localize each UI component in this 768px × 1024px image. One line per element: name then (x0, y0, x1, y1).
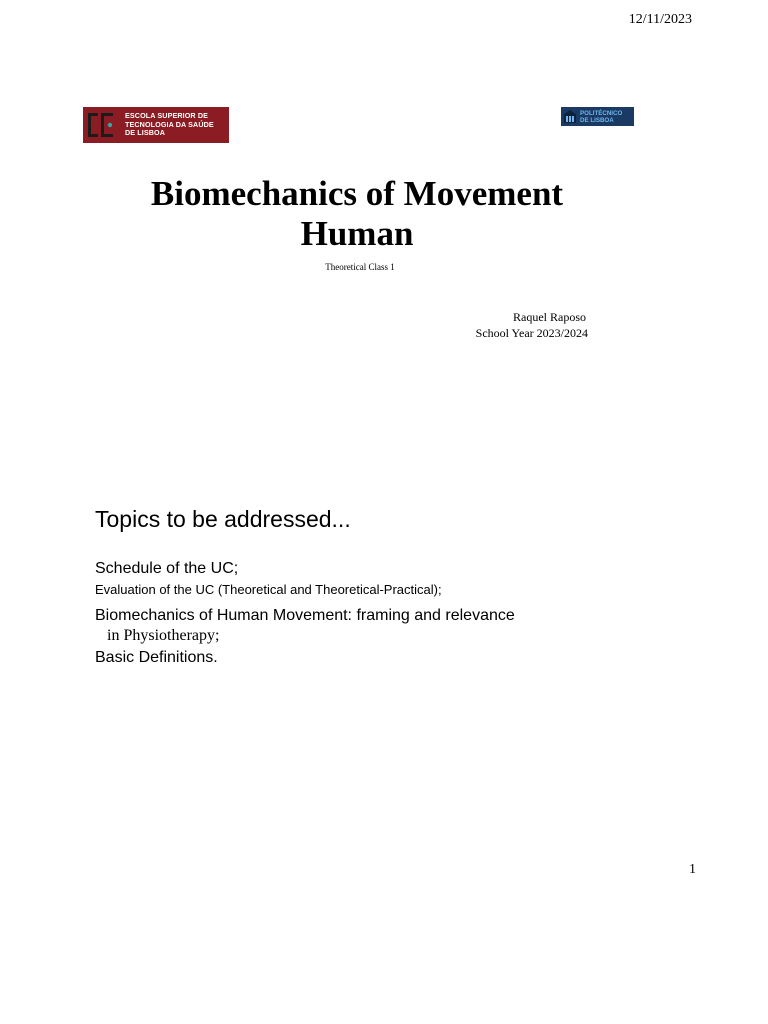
school-year: School Year 2023/2024 (475, 326, 588, 340)
estesl-logo-line: TECNOLOGIA DA SAÚDE (125, 119, 214, 129)
page-number: 1 (689, 862, 696, 877)
topic-item: Evaluation of the UC (Theoretical and Theoretical-Practical); (95, 582, 442, 597)
estesl-logo-line: DE LISBOA (125, 128, 166, 138)
topic-item: Biomechanics of Human Movement: framing and relevance (95, 607, 515, 624)
ipl-emblem-icon (563, 109, 577, 124)
ipl-logo (561, 107, 634, 126)
ipl-logo-line: POLITÉCNICO (580, 109, 623, 117)
estesl-logo-text (125, 112, 214, 137)
topic-item: Basic Definitions. (95, 649, 218, 666)
slide-title-line: Biomechanics of Movement (150, 174, 564, 213)
ipl-logo-line: DE LISBOA (580, 116, 614, 124)
slide-title-line: Human (300, 214, 414, 253)
author-name: Raquel Raposo (513, 310, 586, 324)
topics-heading: Topics to be addressed... (95, 506, 351, 532)
estesl-emblem-icon (85, 109, 119, 141)
ipl-logo-text (580, 110, 622, 124)
estesl-logo (83, 107, 229, 143)
estesl-logo-line: ESCOLA SUPERIOR DE (125, 111, 209, 121)
slide-date: 12/11/2023 (628, 12, 692, 27)
slide-title (0, 174, 714, 254)
slide-subtitle: Theoretical Class 1 (325, 262, 395, 272)
topic-item-continuation: in Physiotherapy; (107, 627, 220, 644)
topics-list (95, 558, 715, 669)
topic-item: Schedule of the UC; (95, 560, 239, 577)
